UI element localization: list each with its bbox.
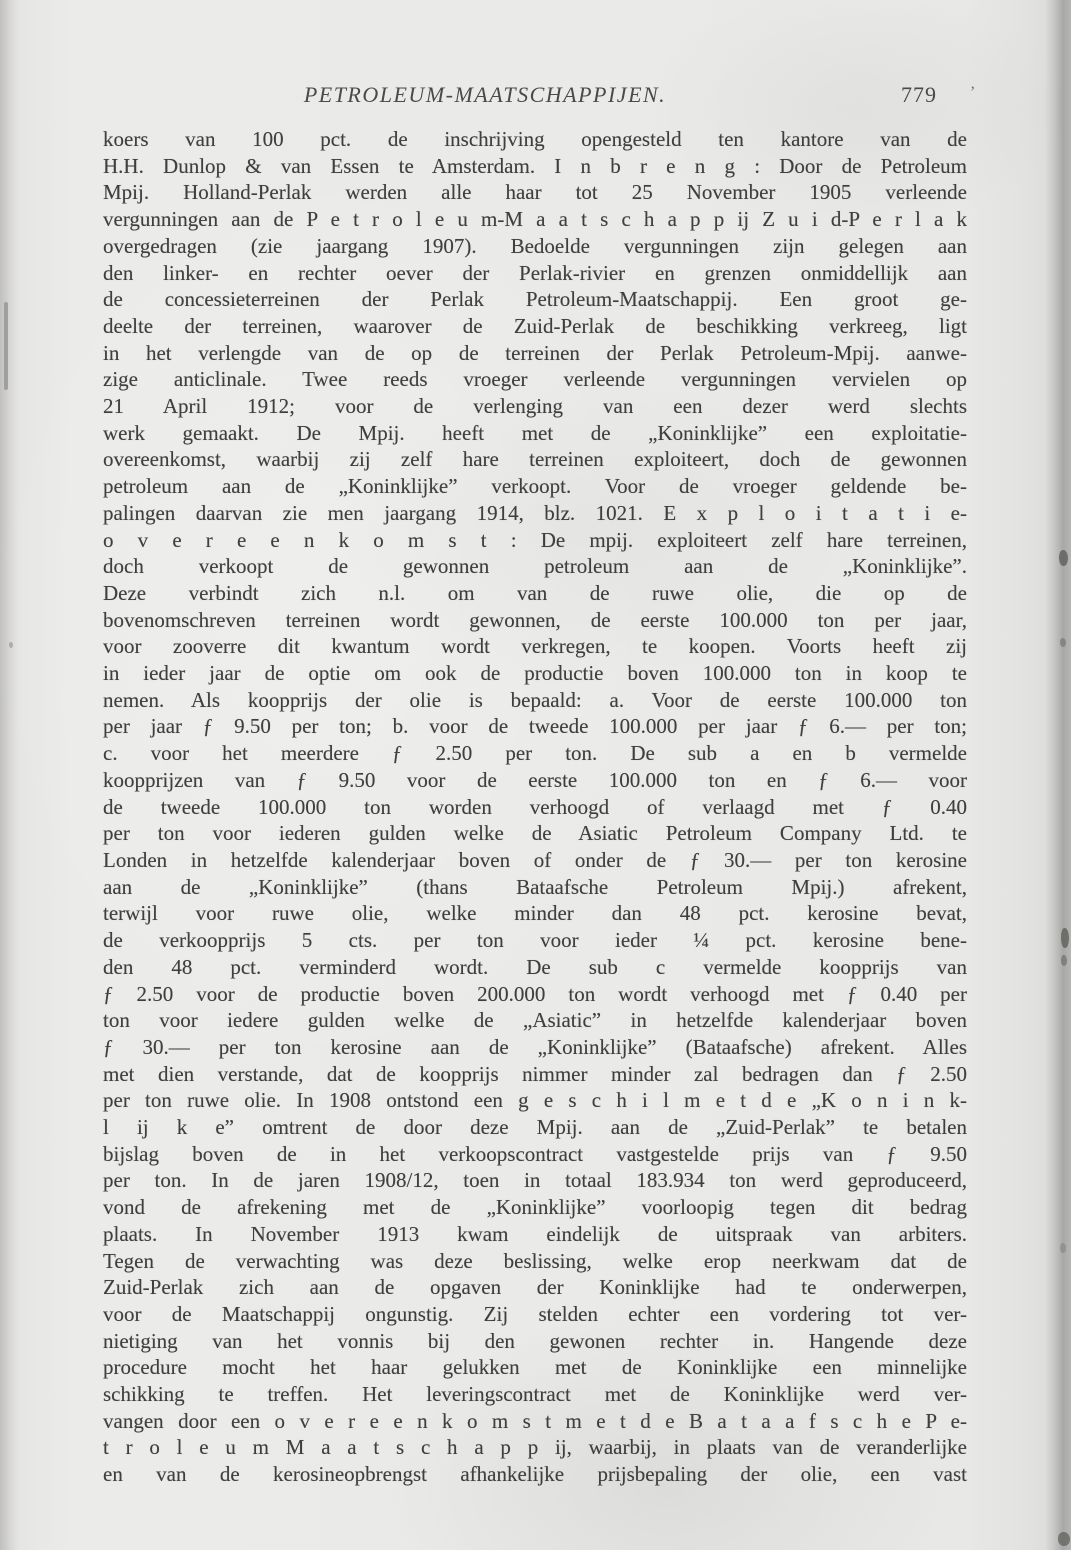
- text-line: koopprijzen van ƒ 9.50 voor de eerste 100.000 ton en ƒ 6.— voor: [103, 767, 967, 792]
- text-line: voor zooverre dit kwantum wordt verkregen, te koopen. Voorts heeft zij: [103, 634, 967, 659]
- text-line: Zuid-Perlak zich aan de opgaven der Koninklijke had te onderwerpen,: [103, 1275, 967, 1300]
- text-line: overeenkomst, waarbij zij zelf hare terreinen exploiteert, doch de gewonnen: [103, 447, 967, 472]
- text-line: H.H. Dunlop & van Essen te Amsterdam. I n b r e n g : Door de Petroleum: [103, 153, 967, 178]
- text-line: bijslag boven de in het verkoopscontract vastgestelde prijs van ƒ 9.50: [103, 1141, 967, 1166]
- text-line: doch verkoopt de gewonnen petroleum aan de „Koninklijke”.: [103, 554, 967, 579]
- scan-speck: [9, 642, 13, 648]
- text-line: zige anticlinale. Twee reeds vroeger verleende vergunningen vervielen op: [103, 367, 967, 392]
- text-line: l ij k e” omtrent de door deze Mpij. aan de „Zuid-Perlak” te betalen: [103, 1115, 967, 1140]
- scan-artifact-line: [4, 302, 8, 390]
- text-line: schikking te treffen. Het leveringscontract met de Koninklijke werd ver-: [103, 1382, 967, 1407]
- text-line: de verkoopprijs 5 cts. per ton voor ieder ¼ pct. kerosine bene-: [103, 928, 967, 953]
- text-line: per ton. In de jaren 1908/12, toen in totaal 183.934 ton werd geproduceerd,: [103, 1168, 967, 1193]
- text-line: in ieder jaar de optie om ook de productie boven 100.000 ton in koop te: [103, 661, 967, 686]
- text-line: per ton voor iederen gulden welke de Asiatic Petroleum Company Ltd. te: [103, 821, 967, 846]
- text-line: Londen in hetzelfde kalenderjaar boven of onder de ƒ 30.— per ton kerosine: [103, 847, 967, 872]
- text-line: per ton ruwe olie. In 1908 ontstond een g e s c h i l m e t d e „K o n i n k-: [103, 1088, 967, 1113]
- text-line: overgedragen (zie jaargang 1907). Bedoelde vergunningen zijn gelegen aan: [103, 233, 967, 258]
- text-line: Mpij. Holland-Perlak werden alle haar tot 25 November 1905 verleende: [103, 180, 967, 205]
- body-text: [103, 126, 967, 1488]
- text-line: terwijl voor ruwe olie, welke minder dan 48 pct. kerosine bevat,: [103, 901, 967, 926]
- text-line: nietiging van het vonnis bij den gewonen rechter in. Hangende deze: [103, 1328, 967, 1353]
- text-line: vond de afrekening met de „Koninklijke” voorloopig tegen dit bedrag: [103, 1195, 967, 1220]
- text-line: plaats. In November 1913 kwam eindelijk de uitspraak van arbiters.: [103, 1221, 967, 1246]
- scan-speck: [1061, 955, 1067, 966]
- text-line: nemen. Als koopprijs der olie is bepaald: a. Voor de eerste 100.000 ton: [103, 687, 967, 712]
- text-line: den linker- en rechter oever der Perlak-rivier en grenzen onmiddellijk aan: [103, 260, 967, 285]
- text-line: met dien verstande, dat de koopprijs nimmer minder zal bedragen dan ƒ 2.50: [103, 1061, 967, 1086]
- text-line: de concessieterreinen der Perlak Petroleum-Maatschappij. Een groot ge-: [103, 287, 967, 312]
- text-line: palingen daarvan zie men jaargang 1914, blz. 1021. E x p l o i t a t i e-: [103, 500, 967, 525]
- scan-speck: [1060, 638, 1066, 647]
- text-line: procedure mocht het haar gelukken met de Koninklijke een minnelijke: [103, 1355, 967, 1380]
- text-line: vangen door een o v e r e e n k o m s t m e t d e B a t a a f s c h e P e-: [103, 1408, 967, 1433]
- page-right-edge-shadow: [1045, 0, 1071, 1550]
- text-line: vergunningen aan de P e t r o l e u m-M a a t s c h a p p ij Z u i d-P e r l a k: [103, 207, 967, 232]
- page-number: 779: [901, 82, 937, 107]
- text-line: bovenomschreven terreinen wordt gewonnen, de eerste 100.000 ton per jaar,: [103, 607, 967, 632]
- text-line: o v e r e e n k o m s t : De mpij. exploiteert zelf hare terreinen,: [103, 527, 967, 552]
- text-line: ton voor iedere gulden welke de „Asiatic” in hetzelfde kalenderjaar boven: [103, 1008, 967, 1033]
- text-line: en van de kerosineopbrengst afhankelijke prijsbepaling der olie, een vast: [103, 1462, 967, 1487]
- text-line: den 48 pct. verminderd wordt. De sub c vermelde koopprijs van: [103, 954, 967, 979]
- page-left-edge-shadow: [0, 0, 18, 1550]
- page-header-title: PETROLEUM-MAATSCHAPPIJEN.: [303, 82, 667, 107]
- text-line: voor de Maatschappij ongunstig. Zij stelden echter een vordering tot ver-: [103, 1301, 967, 1326]
- text-line: 21 April 1912; voor de verlenging van een dezer werd slechts: [103, 394, 967, 419]
- text-line: per jaar ƒ 9.50 per ton; b. voor de tweede 100.000 per jaar ƒ 6.— per ton;: [103, 714, 967, 739]
- text-line: Deze verbindt zich n.l. om van de ruwe olie, die op de: [103, 580, 967, 605]
- text-line: petroleum aan de „Koninklijke” verkoopt. Voor de vroeger geldende be-: [103, 474, 967, 499]
- text-line: deelte der terreinen, waarover de Zuid-Perlak de beschikking verkreeg, ligt: [103, 313, 967, 338]
- text-line: c. voor het meerdere ƒ 2.50 per ton. De sub a en b vermelde: [103, 741, 967, 766]
- scan-speck: [1058, 1532, 1070, 1546]
- scan-speck: [1061, 928, 1069, 948]
- text-line: in het verlengde van de op de terreinen der Perlak Petroleum-Mpij. aanwe-: [103, 340, 967, 365]
- scan-speck: [1059, 550, 1068, 566]
- text-line: ƒ 30.— per ton kerosine aan de „Koninklijke” (Bataafsche) afrekent. Alles: [103, 1034, 967, 1059]
- scan-corner-mark: ’: [970, 84, 976, 101]
- text-line: Tegen de verwachting was deze beslissing, welke erop neerkwam dat de: [103, 1248, 967, 1273]
- text-line: t r o l e u m M a a t s c h a p p ij, waarbij, in plaats van de veranderlijke: [103, 1435, 967, 1460]
- text-line: koers van 100 pct. de inschrijving opengesteld ten kantore van de: [103, 127, 967, 151]
- text-line: werk gemaakt. De Mpij. heeft met de „Koninklijke” een exploitatie-: [103, 420, 967, 445]
- scan-speck: [1060, 1243, 1066, 1253]
- text-line: de tweede 100.000 ton worden verhoogd of verlaagd met ƒ 0.40: [103, 794, 967, 819]
- text-line: aan de „Koninklijke” (thans Bataafsche Petroleum Mpij.) afrekent,: [103, 874, 967, 899]
- text-line: ƒ 2.50 voor de productie boven 200.000 ton wordt verhoogd met ƒ 0.40 per: [103, 981, 967, 1006]
